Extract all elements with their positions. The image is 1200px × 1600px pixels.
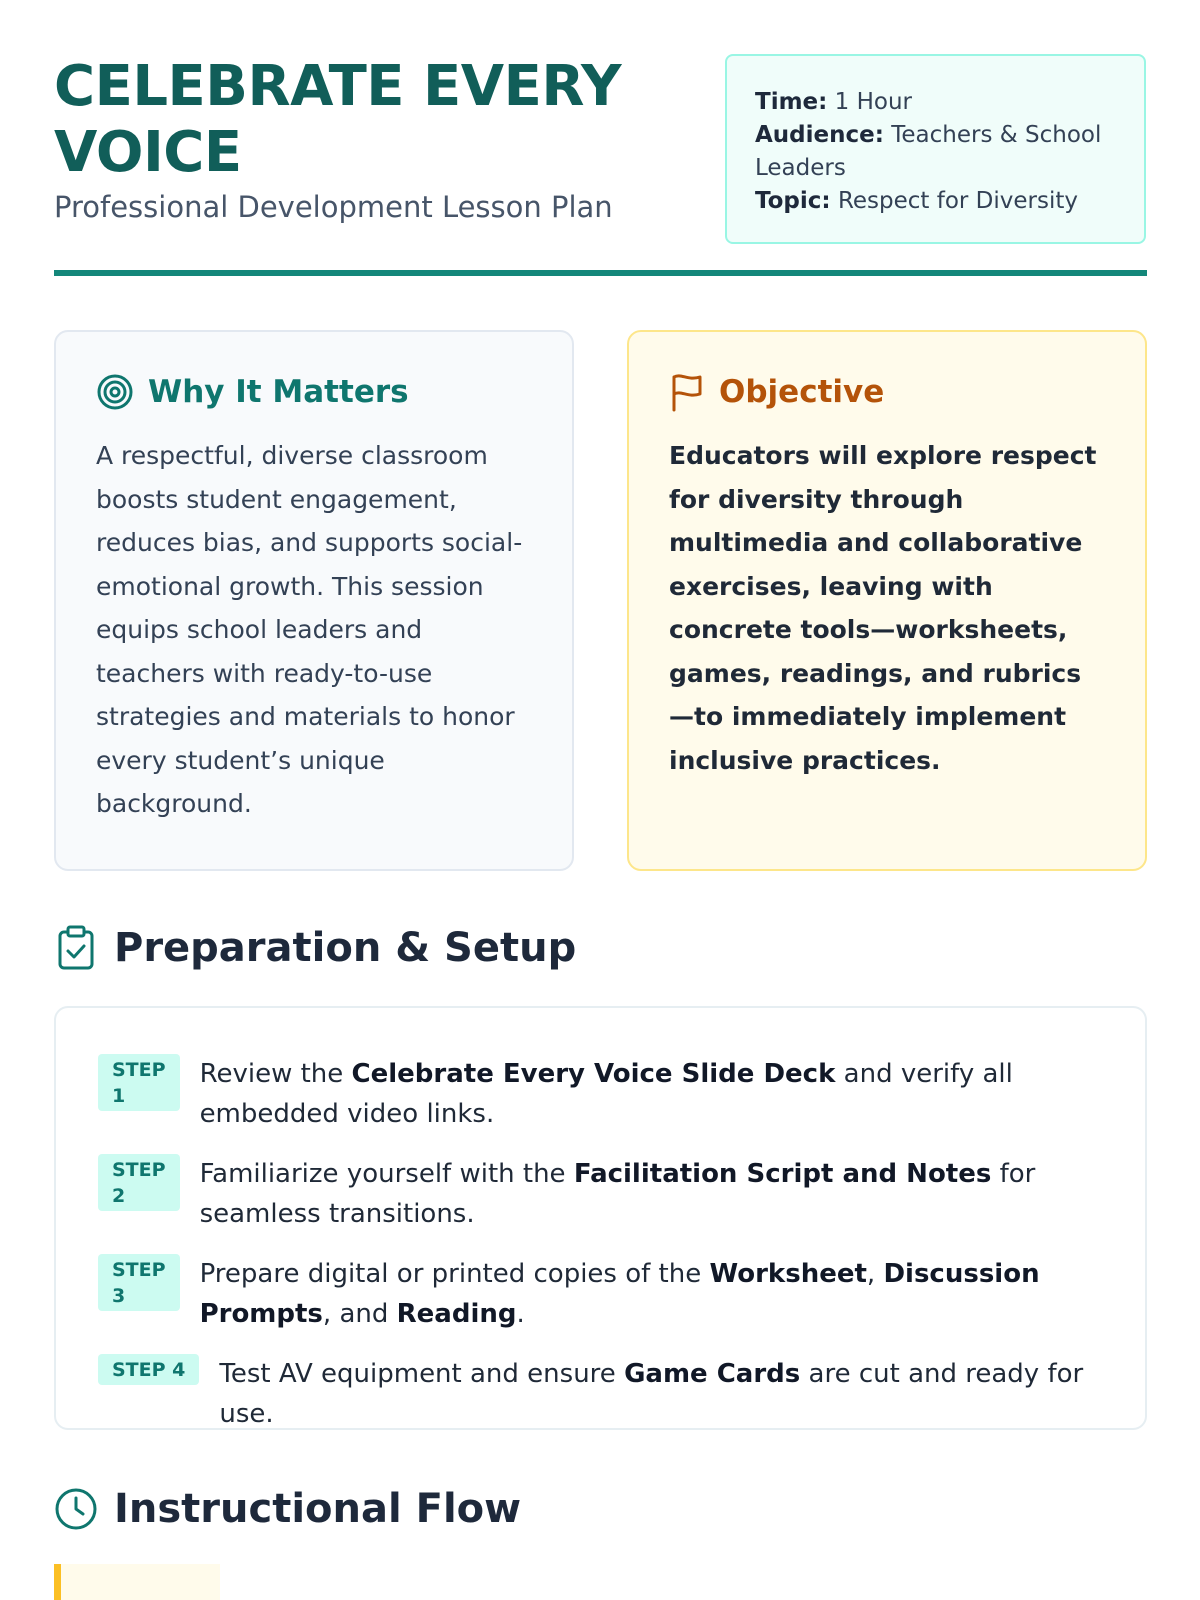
meta-audience-value: Teachers & School Leaders (755, 122, 1102, 181)
step-badge-number: 1 (112, 1085, 126, 1107)
step-text-part: Familiarize yourself with the (199, 1159, 574, 1189)
step-material-name: Reading (396, 1299, 517, 1329)
step-text-part: and verify all embedded video links. (199, 1059, 1013, 1129)
objective-header (669, 372, 1105, 412)
step-material-name: Game Cards (624, 1359, 801, 1389)
step-badge-number: 3 (112, 1285, 126, 1307)
list-item (98, 1054, 1101, 1134)
step-badge-label: STEP (112, 1059, 166, 1081)
step-text-part: Review the (199, 1059, 352, 1089)
step-text (200, 1154, 1101, 1234)
clock-icon (54, 1487, 98, 1531)
step-text (200, 1054, 1101, 1134)
meta-audience (755, 119, 1118, 185)
meta-audience-label: Audience: (755, 122, 884, 148)
step-text-part: are cut and ready for use. (219, 1359, 1084, 1429)
preparation-steps-list (54, 1006, 1147, 1430)
step-material-name: Discussion Prompts (199, 1259, 1040, 1329)
step-text-part: , and (322, 1299, 397, 1329)
objective-body: Educators will explore respect for diversity through multimedia and collaborative exercises, leaving with concrete tools—worksheets, games, readings, and rubrics—to immediately implement inclusive practices. (669, 441, 1097, 775)
meta-time-value: 1 Hour (834, 89, 913, 115)
meta-time-label: Time: (755, 89, 828, 115)
why-it-matters-card (54, 330, 574, 871)
meta-topic-value: Respect for Diversity (837, 188, 1078, 214)
step-badge (98, 1254, 180, 1311)
page-header (54, 54, 1146, 276)
step-badge-label: STEP (112, 1259, 166, 1281)
step-material-name: Worksheet (709, 1259, 867, 1289)
objective-title: Objective (719, 374, 885, 410)
step-text (219, 1354, 1101, 1434)
step-text-part: . (516, 1299, 525, 1329)
step-text-part: Prepare digital or printed copies of the (199, 1259, 710, 1289)
step-badge-number: 2 (112, 1185, 126, 1207)
step-material-name: Celebrate Every Voice Slide Deck (351, 1059, 836, 1089)
list-item (98, 1354, 1101, 1434)
step-text-part: , (866, 1259, 884, 1289)
step-badge: STEP 4 (98, 1354, 199, 1385)
page-title: CELEBRATE EVERY VOICE (54, 54, 621, 185)
step-badge-label: STEP (112, 1159, 166, 1181)
why-it-matters-title: Why It Matters (148, 374, 409, 410)
meta-topic-label: Topic: (755, 188, 831, 214)
flag-icon (669, 372, 705, 412)
preparation-title: Preparation & Setup (114, 925, 577, 971)
target-icon (96, 373, 134, 411)
flow-phase-card (54, 1564, 220, 1600)
list-item (98, 1254, 1101, 1334)
step-material-name: Facilitation Script and Notes (573, 1159, 992, 1189)
clipboard-check-icon (54, 925, 98, 971)
why-it-matters-header (96, 372, 532, 412)
step-badge (98, 1154, 180, 1211)
step-text-part: Test AV equipment and ensure (219, 1359, 625, 1389)
instructional-flow-title: Instructional Flow (114, 1486, 522, 1532)
preparation-section-header (54, 925, 576, 971)
meta-topic (755, 185, 1118, 218)
step-text-part: for seamless transitions. (199, 1159, 1036, 1229)
header-divider (54, 270, 1147, 276)
instructional-flow-section-header (54, 1486, 521, 1532)
meta-time (755, 86, 1118, 119)
list-item (98, 1154, 1101, 1234)
step-text (200, 1254, 1101, 1334)
why-it-matters-body: A respectful, diverse classroom boosts student engagement, reduces bias, and supports social-emotional growth. This session equips school leaders and teachers with ready-to-use strategies and materials to honor every student’s unique background. (96, 441, 523, 818)
page-subtitle: Professional Development Lesson Plan (54, 190, 613, 224)
objective-card (627, 330, 1147, 871)
step-badge (98, 1054, 180, 1111)
session-meta-box (725, 54, 1146, 244)
